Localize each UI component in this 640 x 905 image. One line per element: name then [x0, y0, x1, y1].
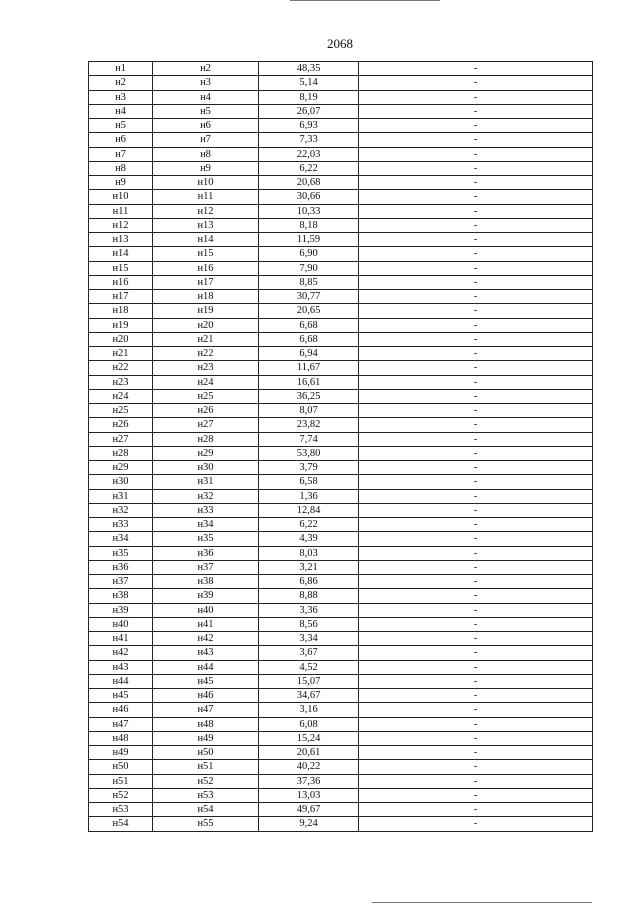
end-point-cell: н50: [153, 746, 259, 760]
table-row: [89, 119, 593, 133]
start-point-cell: н1: [89, 62, 153, 76]
table-row: [89, 304, 593, 318]
table-row: [89, 375, 593, 389]
table-row: [89, 503, 593, 517]
table-row: [89, 803, 593, 817]
length-cell: 1,36: [259, 489, 359, 503]
table-row: [89, 233, 593, 247]
end-point-cell: н10: [153, 176, 259, 190]
length-cell: 8,85: [259, 275, 359, 289]
table-row: [89, 746, 593, 760]
end-point-cell: н43: [153, 646, 259, 660]
length-cell: 20,61: [259, 746, 359, 760]
note-cell: -: [359, 503, 593, 517]
start-point-cell: н51: [89, 774, 153, 788]
table-row: [89, 589, 593, 603]
note-cell: -: [359, 147, 593, 161]
start-point-cell: н25: [89, 404, 153, 418]
note-cell: -: [359, 603, 593, 617]
start-point-cell: н33: [89, 518, 153, 532]
end-point-cell: н8: [153, 147, 259, 161]
start-point-cell: н44: [89, 674, 153, 688]
note-cell: -: [359, 432, 593, 446]
table-row: [89, 62, 593, 76]
note-cell: -: [359, 62, 593, 76]
start-point-cell: н27: [89, 432, 153, 446]
start-point-cell: н39: [89, 603, 153, 617]
table-row: [89, 176, 593, 190]
length-cell: 15,07: [259, 674, 359, 688]
length-cell: 9,24: [259, 817, 359, 831]
table-row: [89, 418, 593, 432]
length-cell: 6,08: [259, 717, 359, 731]
length-cell: 6,22: [259, 518, 359, 532]
note-cell: -: [359, 90, 593, 104]
table-row: [89, 674, 593, 688]
note-cell: -: [359, 546, 593, 560]
end-point-cell: н29: [153, 446, 259, 460]
start-point-cell: н12: [89, 218, 153, 232]
table-row: [89, 475, 593, 489]
length-cell: 6,93: [259, 119, 359, 133]
note-cell: -: [359, 646, 593, 660]
start-point-cell: н43: [89, 660, 153, 674]
table-row: [89, 617, 593, 631]
note-cell: -: [359, 731, 593, 745]
length-cell: 12,84: [259, 503, 359, 517]
table-row: [89, 247, 593, 261]
note-cell: -: [359, 133, 593, 147]
note-cell: -: [359, 617, 593, 631]
length-cell: 37,36: [259, 774, 359, 788]
end-point-cell: н19: [153, 304, 259, 318]
note-cell: -: [359, 803, 593, 817]
table-row: [89, 104, 593, 118]
start-point-cell: н52: [89, 788, 153, 802]
length-cell: 30,77: [259, 290, 359, 304]
end-point-cell: н18: [153, 290, 259, 304]
start-point-cell: н17: [89, 290, 153, 304]
end-point-cell: н20: [153, 318, 259, 332]
table-row: [89, 489, 593, 503]
table-row: [89, 190, 593, 204]
note-cell: -: [359, 161, 593, 175]
table-row: [89, 788, 593, 802]
end-point-cell: н30: [153, 461, 259, 475]
table-row: [89, 646, 593, 660]
end-point-cell: н26: [153, 404, 259, 418]
note-cell: -: [359, 774, 593, 788]
table-row: [89, 389, 593, 403]
length-cell: 11,59: [259, 233, 359, 247]
table-body: [89, 62, 593, 832]
start-point-cell: н38: [89, 589, 153, 603]
end-point-cell: н23: [153, 361, 259, 375]
end-point-cell: н49: [153, 731, 259, 745]
length-cell: 6,90: [259, 247, 359, 261]
note-cell: -: [359, 361, 593, 375]
note-cell: -: [359, 76, 593, 90]
length-cell: 40,22: [259, 760, 359, 774]
start-point-cell: н29: [89, 461, 153, 475]
end-point-cell: н45: [153, 674, 259, 688]
end-point-cell: н40: [153, 603, 259, 617]
end-point-cell: н22: [153, 347, 259, 361]
table-row: [89, 218, 593, 232]
end-point-cell: н5: [153, 104, 259, 118]
start-point-cell: н4: [89, 104, 153, 118]
start-point-cell: н37: [89, 575, 153, 589]
page-number: 2068: [327, 36, 353, 51]
note-cell: -: [359, 418, 593, 432]
end-point-cell: н4: [153, 90, 259, 104]
length-cell: 8,56: [259, 617, 359, 631]
table-row: [89, 774, 593, 788]
length-cell: 6,58: [259, 475, 359, 489]
length-cell: 8,19: [259, 90, 359, 104]
end-point-cell: н21: [153, 332, 259, 346]
end-point-cell: н13: [153, 218, 259, 232]
length-cell: 5,14: [259, 76, 359, 90]
length-cell: 48,35: [259, 62, 359, 76]
note-cell: -: [359, 717, 593, 731]
note-cell: -: [359, 304, 593, 318]
length-cell: 30,66: [259, 190, 359, 204]
table-row: [89, 717, 593, 731]
table-row: [89, 147, 593, 161]
end-point-cell: н39: [153, 589, 259, 603]
note-cell: -: [359, 788, 593, 802]
note-cell: -: [359, 247, 593, 261]
end-point-cell: н11: [153, 190, 259, 204]
table-row: [89, 204, 593, 218]
table-row: [89, 461, 593, 475]
table-row: [89, 660, 593, 674]
table-row: [89, 290, 593, 304]
note-cell: -: [359, 176, 593, 190]
table-row: [89, 404, 593, 418]
length-cell: 34,67: [259, 689, 359, 703]
start-point-cell: н45: [89, 689, 153, 703]
end-point-cell: н16: [153, 261, 259, 275]
end-point-cell: н55: [153, 817, 259, 831]
length-cell: 26,07: [259, 104, 359, 118]
end-point-cell: н17: [153, 275, 259, 289]
end-point-cell: н33: [153, 503, 259, 517]
note-cell: -: [359, 532, 593, 546]
start-point-cell: н8: [89, 161, 153, 175]
start-point-cell: н32: [89, 503, 153, 517]
table-row: [89, 332, 593, 346]
length-cell: 4,39: [259, 532, 359, 546]
start-point-cell: н31: [89, 489, 153, 503]
end-point-cell: н24: [153, 375, 259, 389]
end-point-cell: н25: [153, 389, 259, 403]
end-point-cell: н32: [153, 489, 259, 503]
end-point-cell: н31: [153, 475, 259, 489]
end-point-cell: н7: [153, 133, 259, 147]
end-point-cell: н37: [153, 560, 259, 574]
length-cell: 15,24: [259, 731, 359, 745]
start-point-cell: н48: [89, 731, 153, 745]
note-cell: -: [359, 674, 593, 688]
start-point-cell: н36: [89, 560, 153, 574]
end-point-cell: н47: [153, 703, 259, 717]
length-cell: 16,61: [259, 375, 359, 389]
length-cell: 3,79: [259, 461, 359, 475]
start-point-cell: н6: [89, 133, 153, 147]
note-cell: -: [359, 703, 593, 717]
table-row: [89, 760, 593, 774]
start-point-cell: н46: [89, 703, 153, 717]
table-row: [89, 347, 593, 361]
note-cell: -: [359, 660, 593, 674]
end-point-cell: н38: [153, 575, 259, 589]
end-point-cell: н41: [153, 617, 259, 631]
start-point-cell: н16: [89, 275, 153, 289]
note-cell: -: [359, 760, 593, 774]
end-point-cell: н53: [153, 788, 259, 802]
note-cell: -: [359, 204, 593, 218]
note-cell: -: [359, 389, 593, 403]
note-cell: -: [359, 375, 593, 389]
table-row: [89, 703, 593, 717]
note-cell: -: [359, 290, 593, 304]
table-row: [89, 532, 593, 546]
length-cell: 3,67: [259, 646, 359, 660]
length-cell: 6,86: [259, 575, 359, 589]
end-point-cell: н12: [153, 204, 259, 218]
table-row: [89, 632, 593, 646]
start-point-cell: н20: [89, 332, 153, 346]
length-cell: 11,67: [259, 361, 359, 375]
length-cell: 20,65: [259, 304, 359, 318]
table-row: [89, 446, 593, 460]
table-row: [89, 817, 593, 831]
start-point-cell: н22: [89, 361, 153, 375]
note-cell: -: [359, 404, 593, 418]
length-cell: 6,94: [259, 347, 359, 361]
note-cell: -: [359, 632, 593, 646]
note-cell: -: [359, 446, 593, 460]
start-point-cell: н47: [89, 717, 153, 731]
start-point-cell: н9: [89, 176, 153, 190]
note-cell: -: [359, 318, 593, 332]
end-point-cell: н9: [153, 161, 259, 175]
length-cell: 49,67: [259, 803, 359, 817]
table-row: [89, 318, 593, 332]
length-cell: 36,25: [259, 389, 359, 403]
start-point-cell: н30: [89, 475, 153, 489]
length-cell: 4,52: [259, 660, 359, 674]
scan-line-bottom: [372, 902, 592, 903]
note-cell: -: [359, 332, 593, 346]
note-cell: -: [359, 589, 593, 603]
length-cell: 10,33: [259, 204, 359, 218]
length-cell: 3,34: [259, 632, 359, 646]
length-cell: 8,88: [259, 589, 359, 603]
end-point-cell: н6: [153, 119, 259, 133]
start-point-cell: н35: [89, 546, 153, 560]
note-cell: -: [359, 689, 593, 703]
start-point-cell: н42: [89, 646, 153, 660]
length-cell: 3,36: [259, 603, 359, 617]
end-point-cell: н51: [153, 760, 259, 774]
start-point-cell: н10: [89, 190, 153, 204]
end-point-cell: н35: [153, 532, 259, 546]
start-point-cell: н19: [89, 318, 153, 332]
table-row: [89, 603, 593, 617]
end-point-cell: н15: [153, 247, 259, 261]
start-point-cell: н13: [89, 233, 153, 247]
length-cell: 8,07: [259, 404, 359, 418]
start-point-cell: н41: [89, 632, 153, 646]
length-cell: 7,90: [259, 261, 359, 275]
start-point-cell: н21: [89, 347, 153, 361]
end-point-cell: н44: [153, 660, 259, 674]
end-point-cell: н27: [153, 418, 259, 432]
table-row: [89, 361, 593, 375]
length-cell: 3,16: [259, 703, 359, 717]
length-cell: 22,03: [259, 147, 359, 161]
length-cell: 6,22: [259, 161, 359, 175]
note-cell: -: [359, 275, 593, 289]
note-cell: -: [359, 218, 593, 232]
end-point-cell: н2: [153, 62, 259, 76]
note-cell: -: [359, 518, 593, 532]
note-cell: -: [359, 119, 593, 133]
length-cell: 23,82: [259, 418, 359, 432]
end-point-cell: н3: [153, 76, 259, 90]
table-row: [89, 731, 593, 745]
start-point-cell: н50: [89, 760, 153, 774]
start-point-cell: н26: [89, 418, 153, 432]
start-point-cell: н15: [89, 261, 153, 275]
length-cell: 20,68: [259, 176, 359, 190]
start-point-cell: н2: [89, 76, 153, 90]
start-point-cell: н54: [89, 817, 153, 831]
start-point-cell: н14: [89, 247, 153, 261]
note-cell: -: [359, 817, 593, 831]
note-cell: -: [359, 489, 593, 503]
start-point-cell: н11: [89, 204, 153, 218]
length-cell: 6,68: [259, 318, 359, 332]
start-point-cell: н40: [89, 617, 153, 631]
table-row: [89, 90, 593, 104]
start-point-cell: н7: [89, 147, 153, 161]
end-point-cell: н28: [153, 432, 259, 446]
length-cell: 3,21: [259, 560, 359, 574]
length-cell: 53,80: [259, 446, 359, 460]
start-point-cell: н23: [89, 375, 153, 389]
start-point-cell: н3: [89, 90, 153, 104]
table-row: [89, 546, 593, 560]
start-point-cell: н24: [89, 389, 153, 403]
end-point-cell: н46: [153, 689, 259, 703]
end-point-cell: н14: [153, 233, 259, 247]
note-cell: -: [359, 575, 593, 589]
note-cell: -: [359, 475, 593, 489]
start-point-cell: н28: [89, 446, 153, 460]
boundary-segments-table: [88, 61, 593, 832]
length-cell: 8,03: [259, 546, 359, 560]
note-cell: -: [359, 560, 593, 574]
end-point-cell: н54: [153, 803, 259, 817]
note-cell: -: [359, 461, 593, 475]
table-row: [89, 261, 593, 275]
start-point-cell: н5: [89, 119, 153, 133]
end-point-cell: н36: [153, 546, 259, 560]
end-point-cell: н48: [153, 717, 259, 731]
note-cell: -: [359, 233, 593, 247]
length-cell: 7,74: [259, 432, 359, 446]
end-point-cell: н52: [153, 774, 259, 788]
note-cell: -: [359, 104, 593, 118]
table-row: [89, 518, 593, 532]
table-row: [89, 689, 593, 703]
table-row: [89, 575, 593, 589]
note-cell: -: [359, 746, 593, 760]
table-row: [89, 560, 593, 574]
start-point-cell: н34: [89, 532, 153, 546]
note-cell: -: [359, 190, 593, 204]
table-row: [89, 275, 593, 289]
table-row: [89, 432, 593, 446]
note-cell: -: [359, 347, 593, 361]
note-cell: -: [359, 261, 593, 275]
length-cell: 7,33: [259, 133, 359, 147]
start-point-cell: н53: [89, 803, 153, 817]
table-row: [89, 76, 593, 90]
start-point-cell: н18: [89, 304, 153, 318]
length-cell: 13,03: [259, 788, 359, 802]
length-cell: 8,18: [259, 218, 359, 232]
end-point-cell: н34: [153, 518, 259, 532]
table-row: [89, 133, 593, 147]
start-point-cell: н49: [89, 746, 153, 760]
length-cell: 6,68: [259, 332, 359, 346]
scan-line-top: [290, 0, 440, 1]
end-point-cell: н42: [153, 632, 259, 646]
table-row: [89, 161, 593, 175]
